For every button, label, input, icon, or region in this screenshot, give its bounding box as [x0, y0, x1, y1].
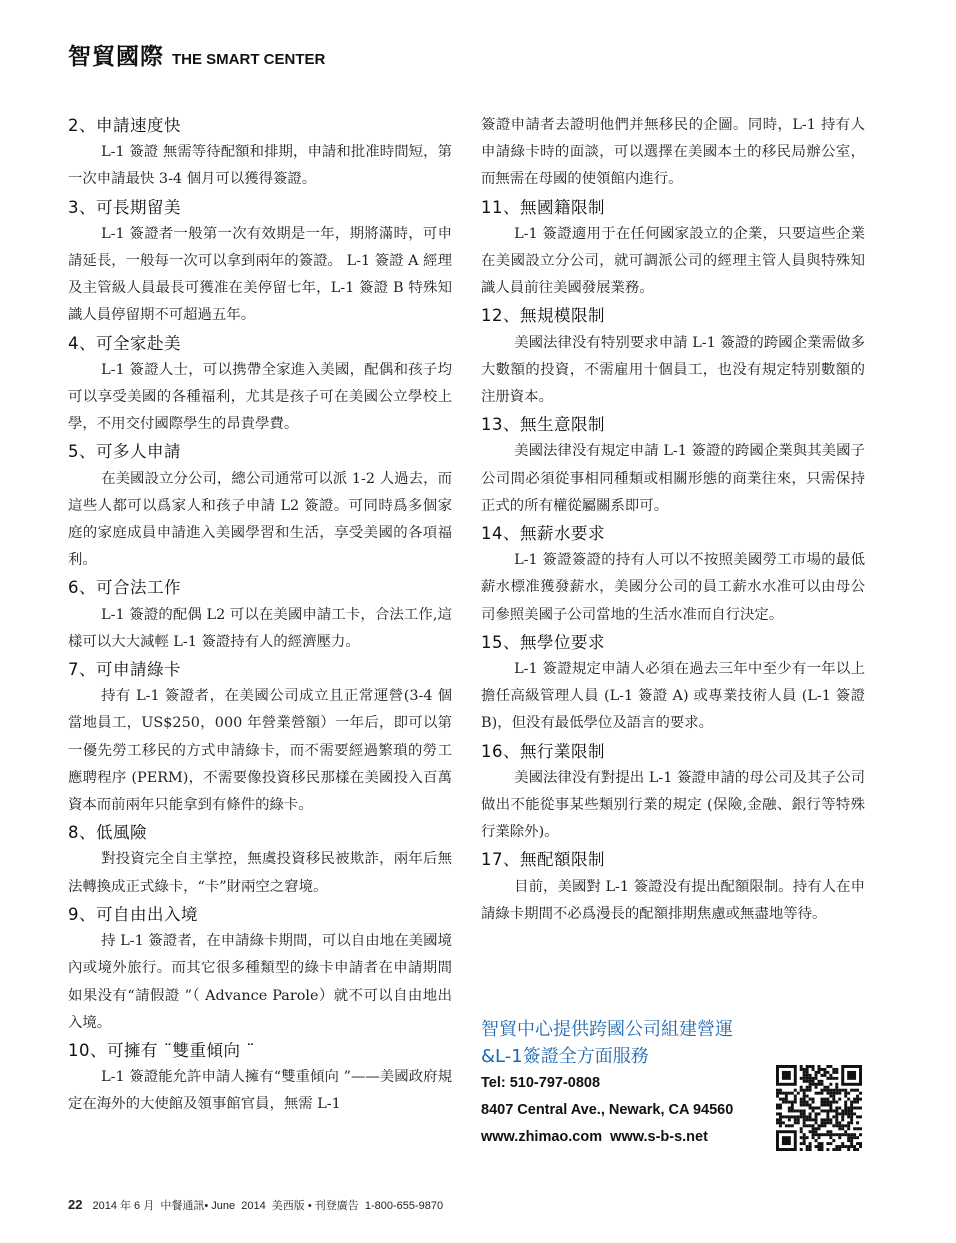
left-column — [68, 112, 452, 1119]
section-paragraph: 持 L-1 簽證者，在申請綠卡期間，可以自由地在美國境內或境外旅行。而其它很多種類型的綠卡申請者在申請期間如果没有“請假證 ”（ Advance Parole）就不可以自由地出入境。 — [68, 933, 452, 1031]
section-heading: 3、可長期留美 — [68, 197, 181, 217]
section-heading: 17、無配額限制 — [481, 850, 605, 870]
section-paragraph: L-1 簽證人士，可以携帶全家進入美國，配偶和孩子均可以享受美國的各種福利，尤其是孩子可在美國公立學校上學，不用交付國際學生的昂貴學費。 — [68, 361, 452, 433]
promo-box — [481, 1016, 781, 1151]
section-heading: 13、無生意限制 — [481, 415, 605, 435]
promo-address: 8407 Central Ave., Newark, CA 94560 — [481, 1102, 734, 1118]
brand-english-name: THE SMART CENTER — [172, 51, 326, 68]
section-heading: 7、可申請綠卡 — [68, 660, 181, 680]
section-heading: 6、可合法工作 — [68, 578, 181, 598]
page-number: 22 — [68, 1197, 83, 1212]
section-heading: 14、無薪水要求 — [481, 524, 605, 544]
section-paragraph: L-1 簽證的配偶 L2 可以在美國申請工卡，合法工作,這樣可以大大減輕 L-1 簽證持有人的經濟壓力。 — [68, 606, 452, 650]
promo-telephone: Tel: 510-797-0808 — [481, 1075, 601, 1091]
masthead — [68, 38, 325, 71]
section-heading: 12、無規模限制 — [481, 306, 605, 326]
qr-code-icon — [776, 1065, 862, 1151]
section-paragraph: 美國法律没有規定申請 L-1 簽證的跨國企業與其美國子公司間必須從事相同種類或相關形態的商業往來，只需保持正式的所有權從屬關系即可。 — [481, 443, 865, 514]
section-paragraph: 持有 L-1 簽證者，在美國公司成立且正常運營(3-4 個當地員工，US$250，000 年營業營額）一年后，即可以第一優先勞工移民的方式申請綠卡，而不需要經過繁瑣的勞工應聘程序 (PERM)，不需要像投資移民那樣在美國投入百萬資本而前兩年只能拿到有條件的綠卡。 — [68, 688, 452, 814]
section-heading: 11、無國籍限制 — [481, 197, 605, 217]
page-footer — [68, 1197, 443, 1213]
section-paragraph: 對投資完全自主掌控，無虞投資移民被欺詐，兩年后無法轉換成正式綠卡，“卡”財兩空之窘境。 — [68, 851, 452, 895]
section-heading: 4、可全家赴美 — [68, 333, 181, 353]
section-paragraph: 美國法律没有特别要求申請 L-1 簽證的跨國企業需做多大數額的投資，不需雇用十個員工，也没有規定特别數額的注册資本。 — [481, 334, 865, 406]
section-paragraph: L-1 簽證能允許申請人擁有“雙重傾向 ”——美國政府規定在海外的大使館及領事館官員，無需 L-1 — [68, 1069, 452, 1113]
promo-website: www.zhimao.com www.s-b-s.net — [481, 1129, 708, 1145]
section-paragraph: 在美國設立分公司，總公司通常可以派 1-2 人過去，而這些人都可以爲家人和孩子申請 L2 簽證。可同時爲多個家庭的家庭成員申請進入美國學習和生活，享受美國的各項福利。 — [68, 470, 452, 569]
section-paragraph: L-1 簽證者一般第一次有效期是一年，期將滿時，可申請延長，一般每一次可以拿到兩年的簽證。 L-1 簽證 A 經理及主管級人員最長可獲准在美停留七年，L-1 簽證 B 特殊知識人員停留期不可超過五年。 — [68, 225, 452, 324]
section-heading: 16、無行業限制 — [481, 741, 605, 761]
section-heading: 10、可擁有 ¨雙重傾向 ¨ — [68, 1040, 255, 1060]
section-paragraph: 美國法律没有對提出 L-1 簽證申請的母公司及其子公司做出不能從事某些類别行業的規定 (保險,金融、銀行等特殊行業除外)。 — [481, 769, 865, 841]
promo-title-line-2: &L-1簽證全方面服務 — [481, 1046, 649, 1067]
section-heading: 15、無學位要求 — [481, 632, 605, 652]
section-heading: 2、申請速度快 — [68, 116, 181, 135]
brand-chinese-name: 智貿國際 — [68, 44, 164, 70]
section-heading: 8、低風險 — [68, 823, 147, 843]
section-paragraph: L-1 簽證規定申請人必須在過去三年中至少有一年以上擔任高級管理人員 (L-1 簽證 A) 或專業技術人員 (L-1 簽證 B)，但没有最低學位及語言的要求。 — [481, 661, 865, 732]
section-paragraph: L-1 簽證簽證的持有人可以不按照美國勞工市場的最低薪水標准獲發薪水，美國分公司的員工薪水水准可以由母公司參照美國子公司當地的生活水准而自行決定。 — [481, 552, 865, 623]
section-paragraph: 簽證申請者去證明他們并無移民的企圖。同時，L-1 持有人申請綠卡時的面談，可以選擇在美國本土的移民局辦公室，而無需在母國的使領館内進行。 — [481, 117, 865, 188]
section-paragraph: L-1 簽證 無需等待配額和排期，申請和批准時間短，第一次申請最快 3-4 個月可以獲得簽證。 — [68, 144, 452, 188]
section-paragraph: 目前，美國對 L-1 簽證没有提出配額限制。持有人在申請綠卡期間不必爲漫長的配額排期焦慮或無盡地等待。 — [481, 878, 865, 922]
section-paragraph: L-1 簽證適用于在任何國家設立的企業，只要這些企業在美國設立分公司，就可調派公司的經理主管人員與特殊知識人員前往美國發展業務。 — [481, 225, 865, 297]
section-heading: 5、可多人申請 — [68, 442, 181, 462]
promo-title-line-1: 智貿中心提供跨國公司組建營運 — [481, 1019, 733, 1040]
footer-publication-info: 2014 年 6 月 中餐通訊• June 2014 美西版 • 刊登廣告 1-800-655-9870 — [92, 1200, 444, 1212]
section-heading: 9、可自由出入境 — [68, 904, 198, 924]
right-column — [481, 112, 865, 928]
